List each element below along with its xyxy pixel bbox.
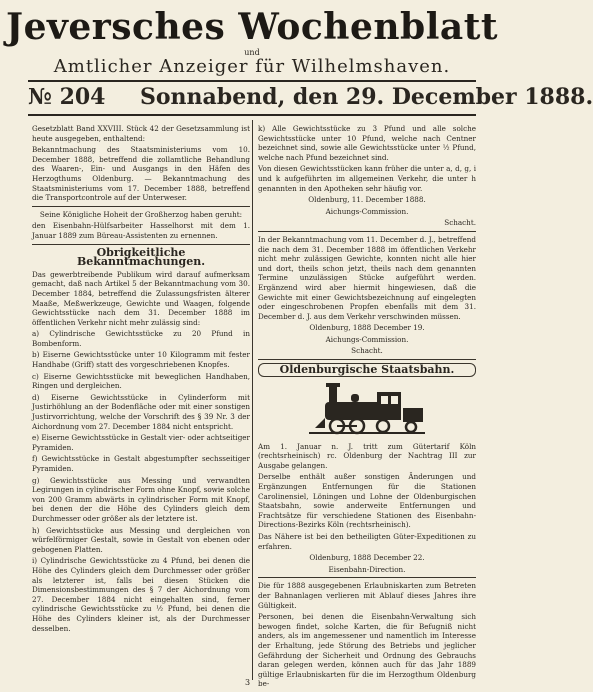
right-column: [258, 124, 476, 691]
appointment-text: den Eisenbahn-Hülfsarbeiter Hasselhorst mit dem 1. Januar 1889 zum Büreau-Assistenten zu ernennen.: [32, 221, 250, 240]
issue-number: № 204: [28, 84, 106, 110]
weights-item-b: b) Eiserne Gewichtsstücke unter 10 Kilogramm mit fester Handhabe (Griff) statt des vorgeschriebenen Knopfes.: [32, 350, 250, 370]
weights-item-e: e) Eiserne Gewichtsstücke in Gestalt vier- oder achtseitiger Pyramiden.: [32, 433, 250, 452]
tariff-notice: Am 1. Januar n. J. tritt zum Gütertarif Köln (rechtsrheinisch) rc. Oldenburg der Nachtrag III zur Ausgabe gelangen.: [258, 441, 476, 470]
section-heading-railway: Oldenburgische Staatsbahn.: [258, 363, 476, 377]
header-rule: [28, 114, 476, 116]
gazette-notice: Gesetzblatt Band XXVIII. Stück 42 der Gesetzsammlung ist heute ausgegeben, enthaltend:: [32, 124, 250, 143]
permit-details: Personen, bei denen die Eisenbahn-Verwaltung sich bewogen findet, solche Karten, die für Befugniß nicht anders, als im angemessener und namentlich im Interesse der Erhaltung, jede Störung des Betriebs und jeglicher Gefährdung der Sicherheit und Ordnung des Gebrauchs daran gelegen werden, können auch für das Jahr 1889 gültige Erlaubniskarten für die im Herzogthum Oldenburg be-: [258, 612, 476, 689]
signature-authority: Eisenbahn-Direction.: [328, 564, 406, 574]
weights-item-d: d) Eiserne Gewichtsstücke in Cylinderform mit Justirhöhlung an der Bodenfläche oder mit einer sonstigen Justirvorrichtung, welche der Vorschrift des § 39 Nr. 3 der Aichordnung vom 27. December 1884 nicht entspricht.: [32, 392, 250, 431]
weights-item-i: i) Cylindrische Gewichtsstücke zu 4 Pfund, bei denen die Höhe des Cylinders gleich dem Durchmesser oder größer als letzterer ist, falls bei diesen Stücken die Dimensionsbestimmungen des § 7 der Aichordnung vom 27. December 1884 nicht eingehalten sind, ferner cylindrische Gewichtsstücke zu ½ Pfund, bei denen die Höhe des Cylinders kleiner ist, als der Durchmesser desselben.: [32, 556, 250, 633]
divider: [258, 231, 476, 232]
signature-name: Schacht.: [444, 218, 476, 228]
weights-item-h: h) Gewichtsstücke aus Messing und dergleichen von würfelförmiger Gestalt, sowie in Gestalt von ebenen oder gebogenen Platten.: [32, 525, 250, 554]
divider: [258, 359, 476, 360]
issue-date: Sonnabend, den 29. December 1888.: [140, 84, 593, 110]
weights-item-a: a) Cylindrische Gewichtsstücke zu 20 Pfund in Bombenform.: [32, 329, 250, 348]
locomotive-icon: [307, 380, 427, 438]
signature-authority: Aichungs-Commission.: [325, 334, 409, 344]
tariff-info: Das Nähere ist bei den betheiligten Güter-Expeditionen zu erfahren.: [258, 532, 476, 551]
top-rule: [28, 80, 476, 82]
newspaper-subtitle: Amtlicher Anzeiger für Wilhelmshaven.: [53, 56, 451, 77]
issue-line: [28, 84, 593, 114]
dateline: Oldenburg, 11. December 1888.: [308, 195, 426, 205]
weights-item-c: c) Eiserne Gewichtsstücke mit beweglichen Handhaben, Ringen und dergleichen.: [32, 371, 250, 391]
weights-item-k: k) Alle Gewichtsstücke zu 3 Pfund und alle solche Gewichtsstücke unter 10 Pfund, welche nach Centner bezeichnet sind, sowie alle Gewichtsstücke unter ½ Pfund, welche nach Pfund bezeichnet sind.: [258, 124, 476, 162]
newspaper-title: Jeversches Wochenblatt: [6, 6, 498, 48]
divider: [258, 577, 476, 578]
page-mark: 3: [245, 678, 251, 687]
dateline: Oldenburg, 1888 December 19.: [309, 323, 425, 333]
weights-item-g: g) Gewichtsstücke aus Messing und verwandten Legirungen in cylindrischer Form ohne Knopf, sowie solche von 200 Gramm abwärts in cylindrischer Form mit Knopf, bei denen der die Höhe des Cylinders gleich dem Durchmesser oder größer als der letztere ist.: [32, 475, 250, 523]
left-column: [32, 124, 250, 635]
weights-note: Von diesen Gewichtsstücken kann früher die unter a, d, g, i und k aufgeführten im allgemeinen Verkehr, die unter h genannten in den Apotheken sehr häufig vor.: [258, 164, 476, 193]
divider: [32, 206, 250, 207]
weights-item-f: f) Gewichtsstücke in Gestalt abgestumpfter sechsseitiger Pyramiden.: [32, 454, 250, 473]
permit-notice: Die für 1888 ausgegebenen Erlaubniskarten zum Betreten der Bahnanlagen verlieren mit Ablauf dieses Jahres ihre Gültigkeit.: [258, 581, 476, 610]
gazette-contents: Bekanntmachung des Staatsministeriums vom 10. December 1888, betreffend die zollamtliche Behandlung des Waaren-, Ein- und Ausgangs in den Häfen des Herzogthums Oldenburg. — Bekanntmachung des Staatsministeriums vom 17. December 1888, betreffend die Transportcontrole auf der Unterweser.: [32, 145, 250, 203]
tariff-details: Derselbe enthält außer sonstigen Änderungen und Ergänzungen Entfernungen für die Stationen Carolinensiel, Löningen und Lohne der Oldenburgischen Staatsbahn, sowie anderweite Entfernungen und Frachtsätze für verschiedene Stationen des Eisenbahn-Directions-Bezirks Köln (rechtsrheinisch).: [258, 472, 476, 530]
divider: [32, 244, 250, 245]
dateline: Oldenburg, 1888 December 22.: [309, 553, 425, 563]
title-connector: und: [244, 48, 260, 57]
signature-name: Schacht.: [351, 346, 383, 356]
locomotive-illustration: [258, 380, 476, 440]
weights-intro: Das gewerbtreibende Publikum wird darauf aufmerksam gemacht, daß nach Artikel 5 der Bekanntmachung vom 30. December 1884, betreffend die Zulassungsfristen älterer Maaße, Meßwerkzeuge, Gewichte und Waagen, folgende Gewichtsstücke nach dem 31. December 1888 im öffentlichen Verkehr nicht mehr zulässig sind:: [32, 269, 250, 327]
section-heading-official: Obrigkeitliche Bekanntmachungen.: [76, 245, 206, 269]
signature-authority: Aichungs-Commission.: [325, 206, 409, 216]
royal-notice: Seine Königliche Hoheit der Großherzog haben geruht:: [39, 209, 243, 219]
column-divider: [252, 120, 253, 680]
supplement-notice: In der Bekanntmachung vom 11. December d. J., betreffend die nach dem 31. December 1888 im öffentlichen Verkehr nicht mehr zulässigen Gewichte, konnten nicht alle hier und dort, theils schon jetzt, theils nach dem genannten Termine unzulässigen Stücke aufgeführt werden. Ergänzend wird aber hiermit hingewiesen, daß die Gewichte mit einer Gewichtsbezeichnung auf eingelegten oder eingeschrobenen Propfen ebenfalls mit dem 31. December d. J. aus dem Verkehr verschwinden müssen.: [258, 234, 476, 321]
